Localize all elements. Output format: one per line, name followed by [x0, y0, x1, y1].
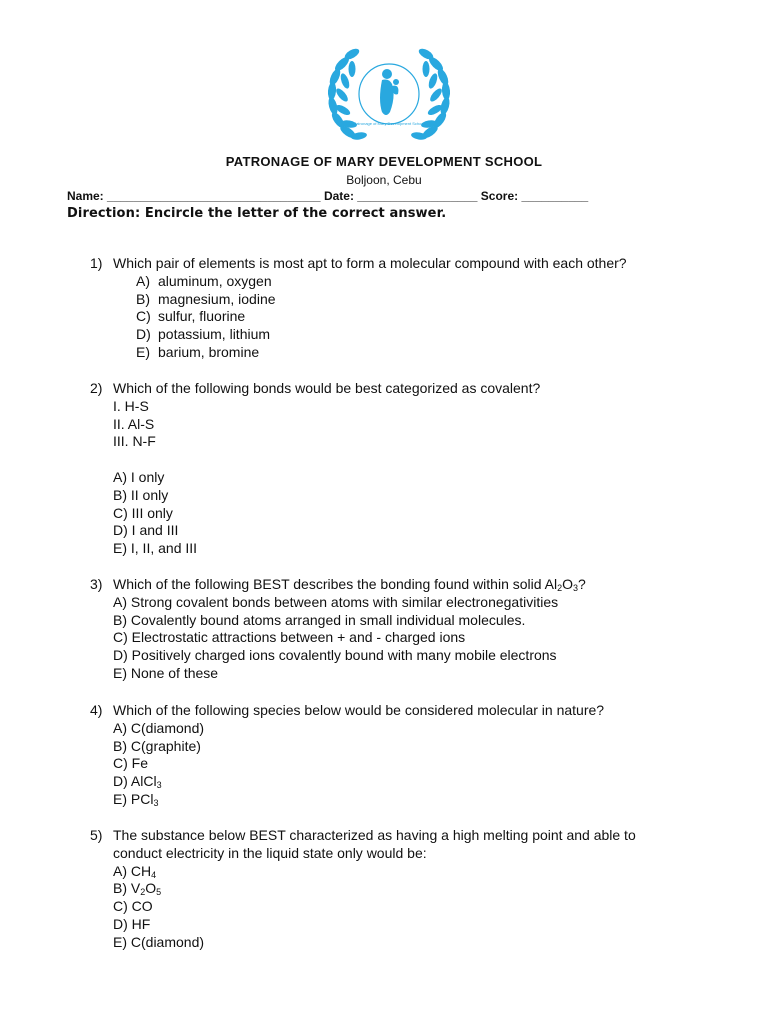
school-logo	[326, 40, 452, 152]
info-fields	[67, 189, 588, 203]
choice-e[interactable]: E) barium, bromine	[136, 343, 260, 360]
choice-list	[136, 273, 627, 362]
choice-e[interactable]: E) I, II, and III	[113, 540, 198, 557]
choice-c[interactable]: C) Electrostatic attractions between + and - charged ions	[113, 629, 466, 646]
question-text: Which of the following bonds would be best categorized as covalent?	[113, 380, 541, 396]
choice-e[interactable]: E) C(diamond)	[113, 933, 205, 950]
option-list	[113, 398, 540, 558]
question-text: Which pair of elements is most apt to form a molecular compound with each other?	[113, 255, 627, 271]
school-location: Boljoon, Cebu	[346, 173, 422, 187]
score-label: Score:	[480, 189, 519, 203]
choice-c[interactable]: C) III only	[113, 504, 173, 521]
choice-b[interactable]: B) $V_2O_5$	[113, 880, 162, 898]
left-laurel-icon	[327, 47, 368, 141]
choice-a[interactable]: A) C(diamond)	[113, 719, 205, 736]
choice-d[interactable]: D) HF	[113, 915, 151, 932]
score-field[interactable]: __________	[521, 189, 589, 203]
choice-e[interactable]: E) PCl$_3$	[113, 790, 159, 808]
choice-a[interactable]: A) $CH_4$	[113, 862, 157, 880]
choice-c[interactable]: C) Fe	[113, 755, 149, 772]
date-label: Date:	[323, 189, 354, 203]
choice-a[interactable]: A) Strong covalent bonds between atoms with similar electronegativities	[113, 593, 559, 610]
question-number: 1)	[90, 255, 103, 271]
name-label: Name:	[67, 189, 104, 203]
date-field[interactable]: __________________	[357, 189, 478, 203]
school-name: PATRONAGE OF MARY DEVELOPMENT SCHOOL	[225, 154, 543, 169]
direction-text: Direction: Encircle the letter of the correct answer.	[67, 206, 447, 221]
choice-a[interactable]: A) I only	[113, 468, 165, 485]
question-text: The substance below BEST characterized as having a high melting point and able to conduct electricity in the liquid state only would be:	[113, 827, 636, 861]
option-item: I. H-S	[113, 397, 149, 414]
choice-d[interactable]: D) I and III	[113, 522, 179, 539]
option-item: II. Al-S	[113, 415, 155, 432]
choice-list	[113, 720, 604, 809]
question-number: 2)	[90, 380, 103, 396]
choice-list	[113, 863, 636, 952]
question-text: Which of the following species below would be considered molecular in nature?	[113, 702, 605, 718]
right-laurel-icon	[411, 47, 452, 141]
question-text: Which of the following BEST describes the bonding found within solid $Al_2O_3$?	[113, 576, 586, 593]
choice-b[interactable]: B) II only	[113, 486, 169, 503]
option-item: III. N-F	[113, 433, 156, 450]
question-4	[90, 702, 604, 809]
question-1	[90, 255, 627, 362]
choice-d[interactable]: D) AlCl$_3$	[113, 773, 162, 791]
question-number: 5)	[90, 827, 103, 843]
choice-b[interactable]: B) magnesium, iodine	[136, 290, 276, 307]
choice-d[interactable]: D) Positively charged ions covalently bound with many mobile electrons	[113, 647, 557, 664]
choice-c[interactable]: C) sulfur, fluorine	[136, 308, 246, 325]
question-number: 4)	[90, 702, 103, 718]
mother-child-icon	[380, 69, 399, 115]
logo-text: Patronage of Mary Development School	[353, 121, 425, 126]
choice-e[interactable]: E) None of these	[113, 664, 219, 681]
choice-a[interactable]: A) aluminum, oxygen	[136, 272, 272, 289]
name-field[interactable]: ________________________________	[107, 189, 321, 203]
choice-d[interactable]: D) potassium, lithium	[136, 326, 271, 343]
choice-b[interactable]: B) Covalently bound atoms arranged in small individual molecules.	[113, 611, 526, 628]
question-2	[90, 380, 540, 558]
question-5	[90, 827, 636, 952]
choice-list	[113, 594, 586, 683]
question-3	[90, 576, 586, 683]
choice-c[interactable]: C) CO	[113, 898, 153, 915]
question-number: 3)	[90, 576, 103, 592]
choice-b[interactable]: B) C(graphite)	[113, 737, 201, 754]
